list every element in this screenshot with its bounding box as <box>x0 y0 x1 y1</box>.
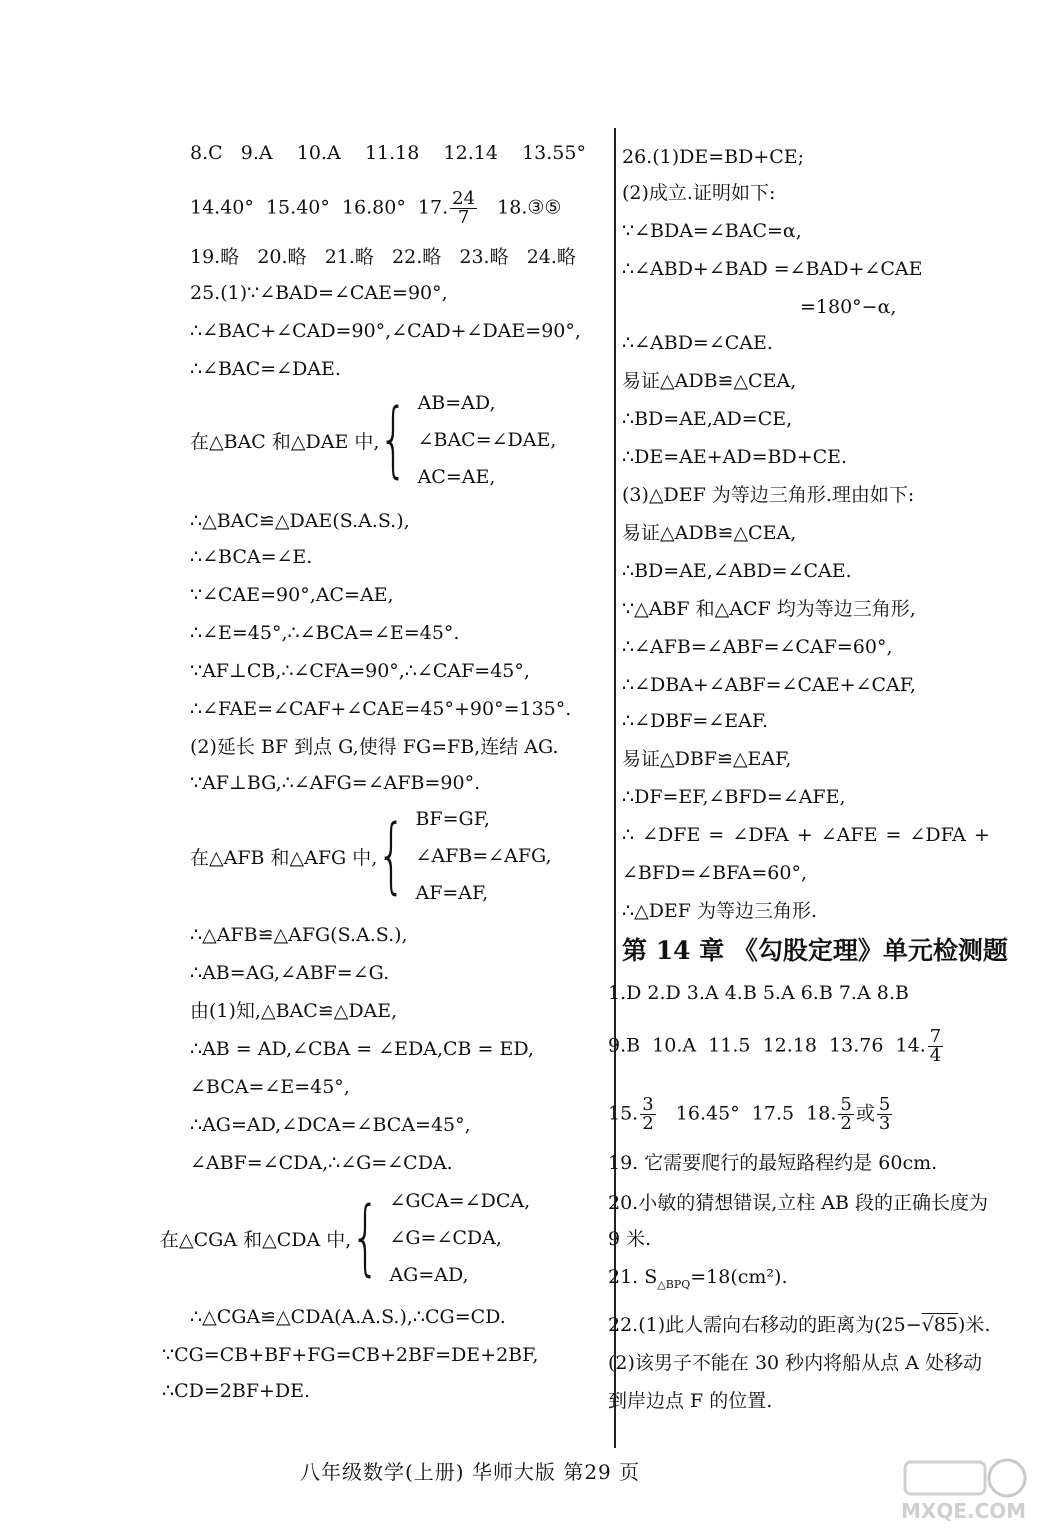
left-brace: { <box>351 1190 380 1285</box>
q26-line: 易证△ADB≌△CEA, <box>622 522 797 544</box>
answer-18: 18.③⑤ <box>497 196 562 219</box>
watermark-text: MXQE.COM <box>901 1499 1027 1523</box>
fraction-denominator: 4 <box>929 1045 942 1066</box>
fraction-3-2 <box>640 1096 655 1133</box>
answer-24: 24.略 <box>526 246 576 268</box>
system-label: 在△CGA 和△CDA 中, <box>160 1228 352 1251</box>
q22-answer-line-2: (2)该男子不能在 30 秒内将船从点 A 处移动 <box>608 1352 982 1374</box>
q26-line: =180°−α, <box>800 296 897 318</box>
system-condition: AC=AE, <box>417 466 496 488</box>
ch14-answers-row-2 <box>608 1028 945 1065</box>
q26-line: ∵△ABF 和△ACF 均为等边三角形, <box>622 598 916 620</box>
or-text: 或 <box>855 1102 875 1125</box>
q25-line-5: ∴∠BCA=∠E. <box>190 546 313 568</box>
q25-line-1: 25.(1)∵∠BAD=∠CAE=90°, <box>190 282 448 304</box>
q22-answer-line-1 <box>608 1314 990 1336</box>
column-divider <box>614 128 616 1448</box>
q25-line-8: ∵AF⊥CB,∴∠CFA=90°,∴∠CAF=45°, <box>190 660 530 682</box>
fraction-denominator: 7 <box>457 207 470 228</box>
fraction-numerator: 24 <box>452 188 476 209</box>
q22-part1-text: 22.(1)此人需向右移动的距离为(25− <box>608 1314 922 1336</box>
left-brace: { <box>379 392 409 487</box>
system-condition: AB=AD, <box>417 392 496 414</box>
fraction-numerator: 5 <box>878 1094 891 1115</box>
system-cga-cda <box>160 1190 530 1286</box>
q21-subscript: △BPQ <box>657 1277 691 1291</box>
q25-line-21: ∴CD=2BF+DE. <box>162 1380 311 1402</box>
q25-line-12: ∴△AFB≌△AFG(S.A.S.), <box>190 924 408 946</box>
q19-answer: 19. 它需要爬行的最短路程约是 60cm. <box>608 1152 938 1174</box>
fraction-7-4 <box>928 1028 943 1065</box>
system-condition: ∠G=∠CDA, <box>389 1227 502 1249</box>
answer-23: 23.略 <box>459 246 509 268</box>
q26-line: ∴∠ABD+∠BAD =∠BAD+∠CAE <box>622 258 923 280</box>
answers-16-18: 16.45° 17.5 18. <box>675 1102 837 1125</box>
answer-15-label: 15. <box>608 1102 639 1125</box>
answer-13: 13.55° <box>522 142 586 164</box>
answers-row-8-13 <box>190 142 586 164</box>
system-bac-dae <box>190 392 556 488</box>
system-condition: ∠GCA=∠DCA, <box>389 1190 531 1212</box>
answer-9: 9.A <box>240 142 273 164</box>
fraction-5-2 <box>838 1096 853 1133</box>
q25-line-14: 由(1)知,△BAC≌△DAE, <box>190 1000 398 1022</box>
q20-answer-line-1: 20.小敏的猜想错误,立柱 AB 段的正确长度为 <box>608 1192 989 1214</box>
system-condition: ∠BAC=∠DAE, <box>417 429 557 451</box>
fraction-denominator: 2 <box>840 1113 852 1134</box>
q20-answer-line-2: 9 米. <box>608 1228 652 1250</box>
answers-row-14-18 <box>190 190 561 227</box>
q25-line-13: ∴AB=AG,∠ABF=∠G. <box>190 962 390 984</box>
sqrt-85: √85 <box>921 1314 958 1336</box>
system-afb-afg <box>190 808 552 904</box>
answer-11: 11.18 <box>364 142 420 164</box>
answers-row-19-24 <box>190 246 576 268</box>
answer-19: 19.略 <box>190 246 240 268</box>
answer-20: 20.略 <box>257 246 307 268</box>
q25-line-2: ∴∠BAC+∠CAD=90°,∠CAD+∠DAE=90°, <box>190 320 581 342</box>
q25-line-6: ∵∠CAE=90°,AC=AE, <box>190 584 394 606</box>
system-label: 在△AFB 和△AFG 中, <box>190 846 378 869</box>
answers-9-14: 9.B 10.A 11.5 12.18 13.76 14. <box>608 1034 926 1057</box>
q25-line-20: ∵CG=CB+BF+FG=CB+2BF=DE+2BF, <box>162 1344 539 1366</box>
q25-line-11: ∵AF⊥BG,∴∠AFG=∠AFB=90°. <box>190 772 481 794</box>
ch14-answers-row-3 <box>608 1096 894 1133</box>
fraction-numerator: 7 <box>929 1026 942 1047</box>
q25-line-3: ∴∠BAC=∠DAE. <box>190 358 341 380</box>
q25-line-4: ∴△BAC≌△DAE(S.A.S.), <box>190 510 410 532</box>
answer-21: 21.略 <box>324 246 374 268</box>
q25-line-7: ∴∠E=45°,∴∠BCA=∠E=45°. <box>190 622 460 644</box>
answer-10: 10.A <box>296 142 341 164</box>
q25-line-18: ∠ABF=∠CDA,∴∠G=∠CDA. <box>190 1152 453 1174</box>
q25-line-17: ∴AG=AD,∠DCA=∠BCA=45°, <box>190 1114 471 1136</box>
watermark-logo <box>895 1458 1040 1524</box>
q26-line: ∴ ∠DFE = ∠DFA + ∠AFE = ∠DFA + <box>622 824 990 846</box>
left-brace: { <box>377 808 406 903</box>
answers-14-17: 14.40° 15.40° 16.80° 17. <box>190 196 449 219</box>
fraction-5-3 <box>877 1096 892 1133</box>
fraction-denominator: 2 <box>642 1113 654 1134</box>
q25-line-10: (2)延长 BF 到点 G,使得 FG=FB,连结 AG. <box>190 736 559 758</box>
q21-answer <box>608 1266 788 1296</box>
fraction-denominator: 3 <box>878 1113 891 1134</box>
q26-line: ∴BD=AE,AD=CE, <box>622 408 793 430</box>
q26-line: ∴BD=AE,∠ABD=∠CAE. <box>622 560 852 582</box>
system-condition: AF=AF, <box>415 882 489 904</box>
q21-value: =18(cm²). <box>690 1266 788 1288</box>
answer-12: 12.14 <box>443 142 498 164</box>
answer-8: 8.C <box>190 142 223 164</box>
q26-line: 易证△ADB≌△CEA, <box>622 370 797 392</box>
q26-line: ∵∠BDA=∠BAC=α, <box>622 220 802 242</box>
q26-line: ∴∠DBF=∠EAF. <box>622 710 769 732</box>
q25-line-19: ∴△CGA≌△CDA(A.A.S.),∴CG=CD. <box>190 1306 506 1328</box>
chapter-heading: 第 14 章 《勾股定理》单元检测题 <box>622 936 1008 965</box>
q26-line: 26.(1)DE=BD+CE; <box>622 146 805 168</box>
q26-line: ∴∠DBA+∠ABF=∠CAE+∠CAF, <box>622 674 916 696</box>
fraction-24-7 <box>450 190 477 227</box>
q26-line: ∠BFD=∠BFA=60°, <box>622 862 807 884</box>
fraction-numerator: 5 <box>840 1094 852 1115</box>
q26-line: ∴∠ABD=∠CAE. <box>622 332 773 354</box>
q26-line: ∴DE=AE+AD=BD+CE. <box>622 446 848 468</box>
q26-line: (2)成立.证明如下: <box>622 182 776 204</box>
fraction-numerator: 3 <box>642 1094 654 1115</box>
answer-22: 22.略 <box>392 246 442 268</box>
q25-line-16: ∠BCA=∠E=45°, <box>190 1076 350 1098</box>
q25-line-9: ∴∠FAE=∠CAF+∠CAE=45°+90°=135°. <box>190 698 572 720</box>
q26-line: ∴DF=EF,∠BFD=∠AFE, <box>622 786 846 808</box>
q26-line: (3)△DEF 为等边三角形.理由如下: <box>622 484 915 506</box>
q22-part1-unit: )米. <box>957 1314 991 1336</box>
system-label: 在△BAC 和△DAE 中, <box>190 430 380 453</box>
page-footer: 八年级数学(上册) 华师大版 第29 页 <box>300 1460 641 1484</box>
system-condition: ∠AFB=∠AFG, <box>415 845 552 867</box>
q22-answer-line-3: 到岸边点 F 的位置. <box>608 1390 773 1412</box>
q26-line: 易证△DBF≌△EAF, <box>622 748 792 770</box>
q21-prefix: 21. S <box>608 1266 658 1288</box>
system-condition: BF=GF, <box>415 808 490 830</box>
q26-line: ∴△DEF 为等边三角形. <box>622 900 818 922</box>
system-condition: AG=AD, <box>389 1264 469 1286</box>
q26-line: ∴∠AFB=∠ABF=∠CAF=60°, <box>622 636 893 658</box>
ch14-answers-row-1: 1.D 2.D 3.A 4.B 5.A 6.B 7.A 8.B <box>608 982 909 1004</box>
q25-line-15: ∴AB = AD,∠CBA = ∠EDA,CB = ED, <box>190 1038 534 1060</box>
